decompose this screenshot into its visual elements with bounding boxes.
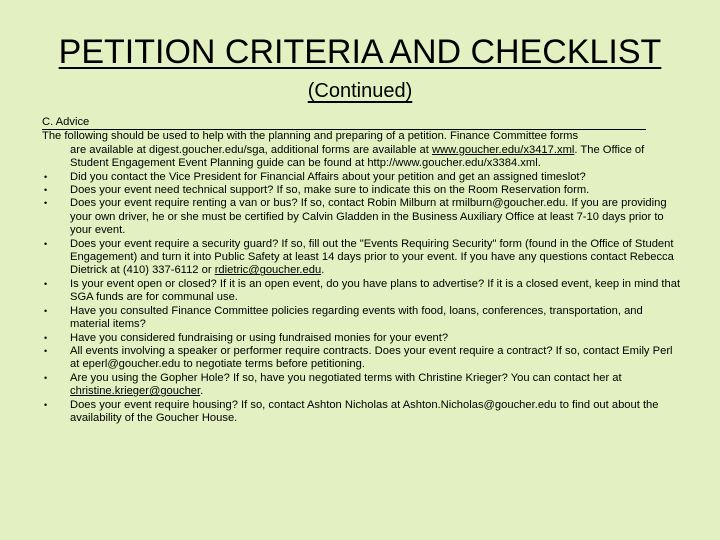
slide-body <box>42 116 682 425</box>
checklist-item <box>42 171 682 184</box>
intro-first-line: The following should be used to help with the planning and preparing of a petition. Finance Committee forms <box>42 130 579 143</box>
checklist-item-text: Does your event require housing? If so, contact Ashton Nicholas at Ashton.Nicholas@goucher.edu to find out about the availability of the Goucher House. <box>70 398 659 424</box>
checklist-item-text: Have you consulted Finance Committee policies regarding events with food, loans, conferences, transportation, and material items? <box>70 304 643 331</box>
checklist-item-end: . <box>321 264 325 277</box>
checklist-item-text: Are you using the Gopher Hole? If so, have you negotiated terms with Christine Krieger? You can contact her at <box>70 371 622 384</box>
checklist-item <box>42 278 682 305</box>
checklist-item-text: Have you considered fundraising or using fundraised monies for your event? <box>70 331 449 344</box>
checklist-item <box>42 197 682 237</box>
page-subtitle: (Continued) <box>307 80 413 102</box>
checklist-item-text: Does your event need technical support? If so, make sure to indicate this on the Room Reservation form. <box>70 184 590 197</box>
intro-forms-end: . <box>574 143 578 156</box>
intro-continuation <box>42 144 682 171</box>
checklist-item <box>42 238 682 278</box>
checklist-item <box>42 305 682 332</box>
checklist-item-text: Is your event open or closed? If it is an open event, do you have plans to advertise? If it is a closed event, keep in mind that SGA funds are for communal use. <box>70 277 681 304</box>
section-heading: C. Advice <box>42 116 646 130</box>
email-link[interactable]: rdietric@goucher.edu <box>214 264 322 277</box>
checklist-item-text: Did you contact the Vice President for Financial Affairs about your petition and get an assigned timeslot? <box>70 170 586 183</box>
checklist-item <box>42 332 682 345</box>
checklist-item <box>42 399 682 426</box>
checklist-item-end: . <box>200 385 204 398</box>
intro-guide-text: The Office of Student Engagement Event Planning guide can be found at http://www.goucher.edu/x3384.xml. <box>70 143 645 170</box>
checklist-item-text: Does your event require renting a van or bus? If so, contact Robin Milburn at rmilburn@goucher.edu. If you are providing your own driver, he or she must be certified by Calvin Gladden in the Business Auxiliary Office at least 7-10 days prior to your event. <box>70 197 667 237</box>
checklist-item <box>42 345 682 372</box>
intro-paragraph <box>42 130 682 170</box>
checklist-item-text: Does your event require a security guard? If so, fill out the "Events Requiring Security" form (found in the Office of Student Engagement) and turn it into Public Safety at least 14 days prior to your event. If you have any questions contact Rebecca Dietrick at (410) 337-6112 or <box>70 237 674 277</box>
checklist <box>42 171 682 426</box>
checklist-item <box>42 372 682 399</box>
checklist-item-text: All events involving a speaker or performer require contracts. Does your event require a contract? If so, contact Emily Perl at eperl@goucher.edu to negotiate terms before petitioning. <box>70 344 673 371</box>
intro-forms-text: are available at digest.goucher.edu/sga, additional forms are available at <box>70 143 432 156</box>
forms-link[interactable]: www.goucher.edu/x3417.xml <box>431 143 575 156</box>
checklist-item <box>42 184 682 197</box>
email-link[interactable]: christine.krieger@goucher <box>70 385 201 398</box>
page-title: PETITION CRITERIA AND CHECKLIST <box>58 33 662 71</box>
